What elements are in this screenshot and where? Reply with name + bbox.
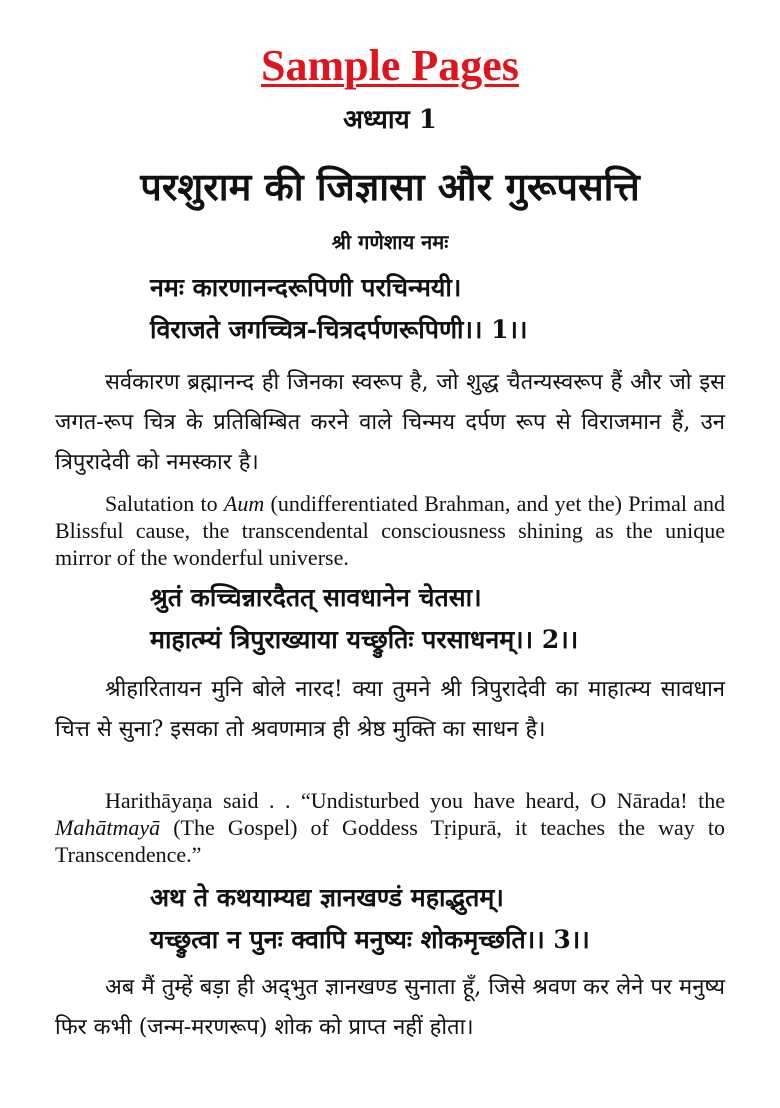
verse-line: यच्छ्रुत्वा न पुनः क्वापि मनुष्यः शोकमृच्छति।। 3।। — [150, 925, 590, 954]
invocation: श्री गणेशाय नमः — [331, 230, 449, 254]
english-text — [55, 787, 725, 868]
chapter-heading: परशुराम की जिज्ञासा और गुरूपसत्ति — [140, 164, 640, 209]
hindi-text: सर्वकारण ब्रह्मानन्द ही जिनका स्वरूप है, जो शुद्ध चैतन्यस्वरूप हैं और जो इस जगत-रूप चित्र के प्रतिबिम्बित करने वाले चिन्मय दर्पण रूप से विराजमान हैं, उन त्रिपुरादेवी को नमस्कार है। — [55, 370, 725, 475]
verse-1 — [150, 270, 750, 354]
sample-pages-title — [55, 40, 725, 91]
en-part: Salutation to — [105, 491, 224, 516]
verse-3 — [150, 880, 750, 964]
hindi-translation-2 — [55, 670, 725, 750]
hindi-text: अब मैं तुम्हें बड़ा ही अद्‌भुत ज्ञानखण्ड सुनाता हूँ, जिसे श्रवण कर लेने पर मनुष्य फिर कभी (जन्म-मरणरूप) शोक को प्राप्त नहीं होता। — [55, 975, 725, 1040]
title-text: Sample Pages — [261, 41, 519, 90]
verse-line: माहात्म्यं त्रिपुराख्याया यच्छ्रुतिः परसाधनम्।। 2।। — [150, 625, 579, 654]
verse-line: नमः कारणानन्दरूपिणी परचिन्मयी। — [150, 273, 462, 302]
chapter-label: अध्याय 1 — [343, 105, 437, 135]
hindi-translation-1 — [55, 363, 725, 483]
hindi-translation-3 — [55, 968, 725, 1048]
english-translation-1 — [55, 490, 725, 571]
en-emphasis: Mahātmayā — [55, 815, 161, 840]
english-translation-2 — [55, 787, 725, 868]
verse-line: अथ ते कथयाम्यद्य ज्ञानखण्डं महाद्भुतम्। — [150, 883, 504, 912]
en-emphasis: Aum — [223, 491, 265, 516]
en-part: Harithāyaṇa said . . “Undisturbed you have heard, O Nārada! the — [105, 788, 725, 813]
english-text — [55, 490, 725, 571]
en-part: (The Gospel) of Goddess Tṛipurā, it teaches the way to Transcendence.” — [55, 815, 725, 867]
verse-line: श्रुतं कच्चिन्नारदैतत् सावधानेन चेतसा। — [150, 583, 482, 612]
en-part: (undifferentiated Brahman, and yet the) Primal and Blissful cause, the transcendental consciousness shining as the unique mirror of the wonderful universe. — [55, 491, 725, 570]
hindi-text: श्रीहारितायन मुनि बोले नारद! क्या तुमने श्री त्रिपुरादेवी का माहात्म्य सावधान चित्त से सुना? इसका तो श्रवणमात्र ही श्रेष्ठ मुक्ति का साधन है। — [55, 677, 725, 742]
verse-2 — [150, 580, 750, 664]
verse-line: विराजते जगच्चित्र-चित्रदर्पणरूपिणी।। 1।। — [150, 315, 528, 344]
